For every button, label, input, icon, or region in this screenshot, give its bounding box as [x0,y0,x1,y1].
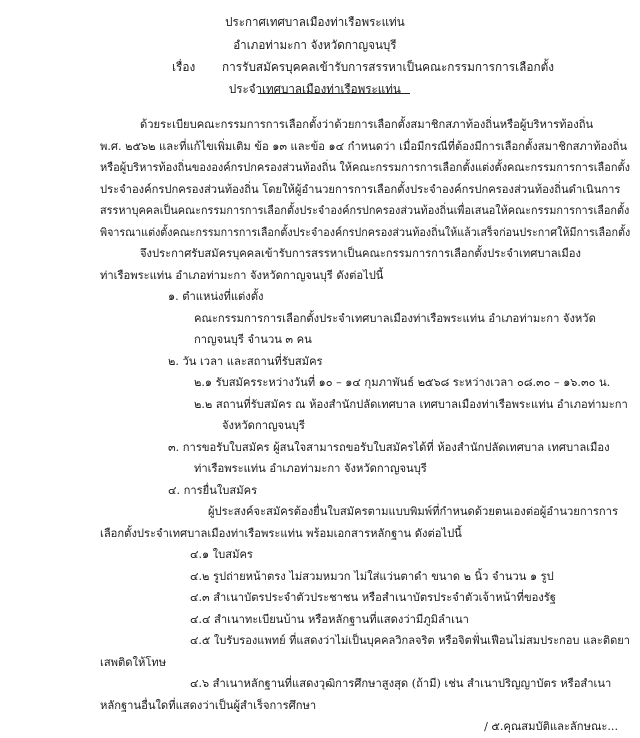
section-4-2: ๔.๒ รูปถ่ายหน้าตรง ไม่สวมหมวก ไม่ใส่แว่นตาดำ ขนาด ๒ นิ้ว จำนวน ๑ รูป [190,570,554,583]
title-divider [258,93,410,94]
section-4-6-line-2: หลักฐานอื่นใดที่แสดงว่าเป็นผู้สำเร็จการศึกษา [100,699,317,712]
intro-line-2: พ.ศ. ๒๕๖๒ และที่แก้ไขเพิ่มเติม ข้อ ๑๓ และข้อ ๑๔ กำหนดว่า เมื่อมีกรณีที่ต้องมีการเลือกตั้งสมาชิกสภาท้องถิ่น [100,140,628,153]
intro-line-1: ด้วยระเบียบคณะกรรมการการเลือกตั้งว่าด้วยการเลือกตั้งสมาชิกสภาท้องถิ่นหรือผู้บริหารท้องถิ่น [140,118,594,131]
subject-line-2: ประจำเทศบาลเมืองท่าเรือพระแท่น [228,82,401,96]
intro-line-6: พิจารณาแต่งตั้งคณะกรรมการการเลือกตั้งประจำองค์กรปกครองส่วนท้องถิ่นให้แล้วเสร็จก่อนประกาศให้มีการเลือกตั้ง [100,226,631,239]
section-1-line-1: คณะกรรมการการเลือกตั้งประจำเทศบาลเมืองท่าเรือพระแท่น อำเภอท่ามะกา จังหวัด [194,312,596,325]
intro-line-3: หรือผู้บริหารท้องถิ่นขององค์กรปกครองส่วนท้องถิ่น ให้คณะกรรมการการเลือกตั้งแต่งตั้งคณะกรรมการการเลือกตั้ง [100,161,631,174]
section-4-para-line-2: เลือกตั้งประจำเทศบาลเมืองท่าเรือพระแท่น พร้อมเอกสารหลักฐาน ดังต่อไปนี้ [100,527,462,540]
section-2-1: ๒.๑ รับสมัครระหว่างวันที่ ๑๐ – ๑๔ กุมภาพันธ์ ๒๕๖๘ ระหว่างเวลา ๐๘.๓๐ – ๑๖.๓๐ น. [194,376,611,389]
section-4-3: ๔.๓ สำเนาบัตรประจำตัวประชาชน หรือสำเนาบัตรประจำตัวเจ้าหน้าที่ของรัฐ [190,591,556,604]
section-4-title: ๔. การยื่นใบสมัคร [168,484,258,497]
subject-label: เรื่อง [172,60,196,74]
section-4-1: ๔.๑ ใบสมัคร [190,548,253,561]
continuation-note: / ๕.คุณสมบัติและลักษณะ... [484,720,618,733]
section-2-title: ๒. วัน เวลา และสถานที่รับสมัคร [168,355,323,368]
section-2-2-line-2: จังหวัดกาญจนบุรี [222,419,305,432]
district-province: อำเภอท่ามะกา จังหวัดกาญจนบุรี [233,38,397,52]
announce-line-1: จึงประกาศรับสมัครบุคคลเข้ารับการสรรหาเป็นคณะกรรมการการเลือกตั้งประจำเทศบาลเมือง [140,247,581,260]
section-2-2-line-1: ๒.๒ สถานที่รับสมัคร ณ ห้องสำนักปลัดเทศบาล เทศบาลเมืองท่าเรือพระแท่น อำเภอท่ามะกา [194,398,628,411]
section-4-6-line-1: ๔.๖ สำเนาหลักฐานที่แสดงวุฒิการศึกษาสูงสุด (ถ้ามี) เช่น สำเนาปริญญาบัตร หรือสำเนา [190,677,612,690]
section-4-para-line-1: ผู้ประสงค์จะสมัครต้องยื่นใบสมัครตามแบบพิมพ์ที่กำหนดด้วยตนเองต่อผู้อำนวยการการ [208,505,618,518]
section-3-line-1: ๓. การขอรับใบสมัคร ผู้สนใจสามารถขอรับใบสมัครได้ที่ ห้องสำนักปลัดเทศบาล เทศบาลเมือง [168,441,610,454]
section-1-title: ๑. ตำแหน่งที่แต่งตั้ง [168,290,264,303]
intro-line-4: ประจำองค์กรปกครองส่วนท้องถิ่น โดยให้ผู้อำนวยการการเลือกตั้งประจำองค์กรปกครองส่วนท้องถิ่นดำเนินการ [100,183,621,196]
section-4-4: ๔.๔ สำเนาทะเบียนบ้าน หรือหลักฐานที่แสดงว่ามีภูมิลำเนา [190,613,469,626]
announcement-title: ประกาศเทศบาลเมืองท่าเรือพระแท่น [225,15,405,29]
intro-line-5: สรรหาบุคคลเป็นคณะกรรมการการเลือกตั้งประจำองค์กรปกครองส่วนท้องถิ่นเพื่อเสนอให้คณะกรรมการการเลือกตั้ง [100,204,630,217]
section-1-line-2: กาญจนบุรี จำนวน ๓ คน [194,333,312,346]
section-4-5-line-2: เสพติดให้โทษ [100,656,167,669]
section-4-5-line-1: ๔.๕ ใบรับรองแพทย์ ที่แสดงว่าไม่เป็นบุคคลวิกลจริต หรือจิตฟั่นเฟือนไม่สมประกอบ และติดยา [190,634,631,647]
announce-line-2: ท่าเรือพระแท่น อำเภอท่ามะกา จังหวัดกาญจนบุรี ดังต่อไปนี้ [100,269,384,282]
section-3-line-2: ท่าเรือพระแท่น อำเภอท่ามะกา จังหวัดกาญจนบุรี [194,462,427,475]
subject-text: การรับสมัครบุคคลเข้ารับการสรรหาเป็นคณะกรรมการการเลือกตั้ง [222,60,555,74]
